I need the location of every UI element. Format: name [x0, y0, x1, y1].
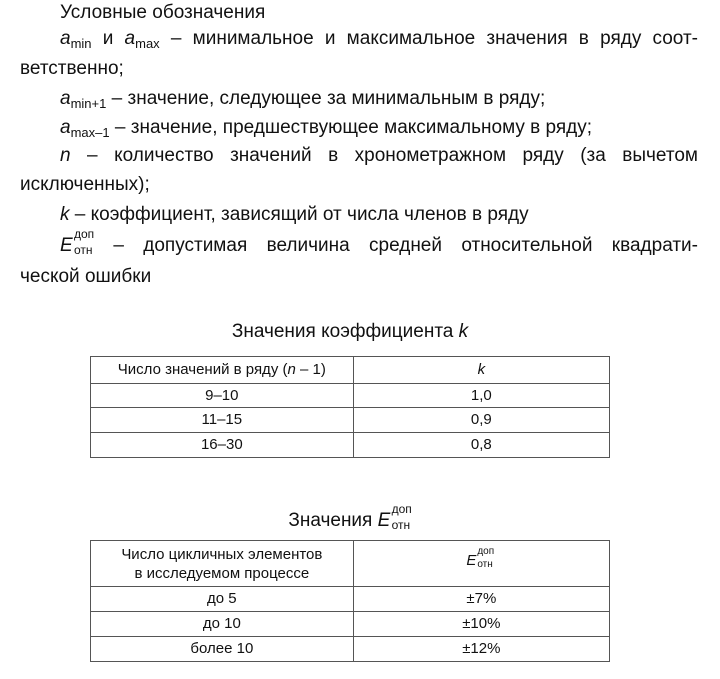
table-e-header-symbol	[466, 546, 496, 576]
def-n-text: – количество значений в хронометражном ряду (за вычетом	[70, 145, 698, 166]
def-a-min-max-line1	[60, 26, 698, 52]
table-k-value-cell: 0,9	[353, 408, 609, 433]
table-e	[90, 540, 610, 662]
sub-max: max	[135, 36, 160, 51]
caption-symbol-e: E	[377, 510, 391, 531]
sub-min1: min+1	[70, 96, 107, 111]
def-e-text-cont: ческой ошибки	[20, 266, 152, 287]
symbol-a-min1: a	[60, 88, 71, 109]
table-k-caption-symbol: k	[458, 321, 469, 342]
table-k-header-k: k	[353, 357, 609, 384]
legend-heading	[60, 0, 265, 26]
table-k	[90, 356, 610, 458]
symbol-n: n	[60, 145, 71, 166]
symbol-a-max1: a	[60, 117, 71, 138]
def-e-text: – допустимая величина средней относительной квадрати-	[94, 235, 698, 256]
symbol-e: E	[60, 235, 73, 256]
def-e-line1	[60, 227, 698, 259]
def-a-min-max-line2	[20, 56, 124, 82]
legend-heading-text: Условные обозначения	[60, 2, 266, 23]
table-e-header-elements-line1: Число цикличных элементов	[121, 545, 323, 563]
table-e-error-cell: ±12%	[353, 637, 609, 662]
table-e-elements-cell: до 5	[91, 587, 354, 612]
def-n-line1	[60, 143, 698, 169]
table-e-elements-cell: более 10	[91, 637, 354, 662]
table-row	[91, 637, 610, 662]
table-k-header-count-tail: – 1)	[295, 361, 326, 378]
table-k-header-row	[91, 357, 610, 384]
table-k-range-cell: 11–15	[91, 408, 354, 433]
header-sub-otn: отн	[477, 559, 493, 570]
def-a-max1-text: – значение, предшествующее максимальному в ряду;	[109, 117, 593, 138]
def-n-line2	[20, 172, 150, 198]
table-k-value-cell: 0,8	[353, 433, 609, 458]
symbol-a-max: a	[124, 28, 136, 49]
header-symbol-e: E	[466, 552, 477, 569]
table-e-elements-cell: до 10	[91, 612, 354, 637]
table-e-caption	[90, 502, 610, 534]
table-row	[91, 408, 610, 433]
symbol-k: k	[60, 204, 70, 225]
def-a-min1	[60, 86, 545, 112]
table-k-caption-text: Значения коэффициента	[231, 321, 459, 342]
symbol-e-doп-otn	[60, 227, 95, 259]
table-k-value-cell: 1,0	[353, 384, 609, 408]
table-k-range-cell: 16–30	[91, 433, 354, 458]
table-k-range-cell: 9–10	[91, 384, 354, 408]
sub-otn: отн	[74, 243, 93, 257]
table-e-error-cell: ±7%	[353, 587, 609, 612]
def-a-min1-text: – значение, следующее за минимальным в ряду;	[106, 88, 546, 109]
table-row	[91, 433, 610, 458]
table-row	[91, 612, 610, 637]
table-e-header-elements	[91, 541, 354, 587]
table-k-caption	[90, 319, 610, 345]
sup-dop: доп	[74, 227, 95, 241]
table-e-error-cell: ±10%	[353, 612, 609, 637]
table-e-caption-symbol	[377, 502, 412, 534]
table-row	[91, 587, 610, 612]
table-e-header-row	[91, 541, 610, 587]
table-e-header-error	[353, 541, 609, 587]
def-a-min-max-text-cont: ветственно;	[20, 58, 124, 79]
def-k	[60, 202, 529, 228]
header-sup-dop: доп	[477, 546, 495, 557]
sub-max1: max–1	[70, 125, 110, 140]
def-a-max1	[60, 115, 592, 141]
def-k-text: – коэффициент, зависящий от числа членов в ряду	[69, 204, 529, 225]
caption-sup-dop: доп	[391, 502, 412, 516]
and-text: и	[91, 28, 125, 49]
def-e-line2	[20, 264, 151, 290]
table-k-header-count	[91, 357, 354, 384]
table-k-header-count-n: n	[287, 361, 296, 378]
table-row	[91, 384, 610, 408]
sub-min: min	[70, 36, 92, 51]
caption-sub-otn: отн	[391, 518, 411, 532]
table-k-header-count-text: Число значений в ряду (	[117, 361, 288, 378]
table-e-header-elements-line2: в исследуемом процессе	[134, 564, 310, 582]
def-n-text-cont: исключенных);	[20, 174, 150, 195]
def-a-min-max-text: – минимальное и максимальное значения в ряду соот-	[159, 28, 698, 49]
symbol-a-min: a	[60, 28, 71, 49]
table-e-caption-text: Значения	[288, 510, 378, 531]
